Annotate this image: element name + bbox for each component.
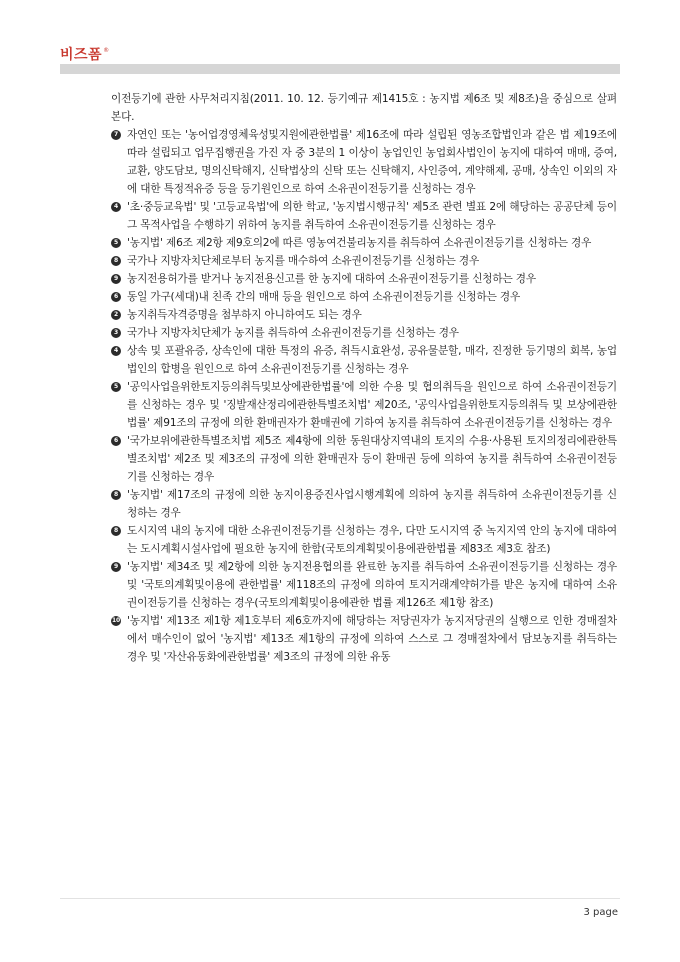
intro-paragraph: 이전등기에 관한 사무처리지침(2011. 10. 12. 등기예규 제1415호 : 농지법 제6조 및 제8조)을 중심으로 살펴본다. [111, 93, 617, 123]
item-marker-icon [111, 324, 127, 342]
item-marker-icon [111, 612, 127, 666]
circled-number-icon: 4 [111, 346, 121, 356]
item-marker-icon [111, 288, 127, 306]
list-item [111, 342, 617, 378]
list-item [111, 612, 617, 666]
registered-mark: ® [103, 47, 110, 54]
list-item [111, 324, 617, 342]
list-item [111, 486, 617, 522]
list-item [111, 270, 617, 288]
item-marker-icon [111, 558, 127, 612]
circled-number-icon: 8 [111, 526, 121, 536]
item-text: '국가보위에관한특별조치법 제5조 제4항에 의한 동원대상지역내의 토지의 수용·사용된 토지의정리에관한특별조치법' 제2조 및 제3조의 규정에 의한 환매권자 등이 환매권 등에 의하여 농지를 취득하여 소유권이전등기를 신청하는 경우 [127, 435, 617, 483]
item-text: 국가나 지방자치단체로부터 농지를 매수하여 소유권이전등기를 신청하는 경우 [127, 255, 480, 267]
list-item [111, 306, 617, 324]
item-marker-icon [111, 198, 127, 234]
document-body [111, 90, 617, 666]
list-item [111, 198, 617, 234]
list-item [111, 252, 617, 270]
list-item [111, 126, 617, 198]
item-text: '농지법' 제17조의 규정에 의한 농지이용증진사업시행계획에 의하여 농지를 취득하여 소유권이전등기를 신청하는 경우 [127, 489, 617, 519]
circled-number-icon: 8 [111, 490, 121, 500]
circled-number-icon: 8 [111, 256, 121, 266]
item-text: '초·중등교육법' 및 '고등교육법'에 의한 학교, '농지법시행규칙' 제5조 관련 별표 2에 해당하는 공공단체 등이 그 목적사업을 수행하기 위하여 농지를 취득하여 소유권이전등기를 신청하는 경우 [127, 201, 617, 231]
circled-number-icon: 4 [111, 202, 121, 212]
item-marker-icon [111, 126, 127, 198]
item-text: 동일 가구(세대)내 친족 간의 매매 등을 원인으로 하여 소유권이전등기를 신청하는 경우 [127, 291, 521, 303]
circled-number-icon: 10 [111, 617, 121, 624]
item-text: 농지취득자격증명을 첨부하지 아니하여도 되는 경우 [127, 309, 362, 321]
header-bar [60, 64, 620, 74]
circled-number-icon: 5 [111, 238, 121, 248]
page-number: 3 page [583, 907, 618, 918]
item-text: 농지전용허가를 받거나 농지전용신고를 한 농지에 대하여 소유권이전등기를 신청하는 경우 [127, 273, 536, 285]
item-text: '농지법' 제13조 제1항 제1호부터 제6호까지에 해당하는 저당권자가 농지저당권의 실행으로 인한 경매절차에서 매수인이 없어 '농지법' 제13조 제1항의 규정에 의하여 스스로 그 경매절차에서 담보농지를 취득하는 경우 및 '자산유동화에관한법률' 제3조의 규정에 의한 유동 [127, 615, 617, 663]
item-list [111, 126, 617, 666]
item-marker-icon [111, 378, 127, 432]
list-item [111, 378, 617, 432]
logo-text: 비즈폼 [60, 47, 103, 63]
list-item [111, 234, 617, 252]
bizform-logo [60, 47, 109, 63]
list-item [111, 288, 617, 306]
item-marker-icon [111, 486, 127, 522]
item-marker-icon [111, 432, 127, 486]
item-marker-icon [111, 234, 127, 252]
item-marker-icon [111, 522, 127, 558]
item-text: 자연인 또는 '농어업경영체육성및지원에관한법률' 제16조에 따라 설립된 영농조합법인과 같은 법 제19조에 따라 설립되고 업무집행권을 가진 자 중 3분의 1 이상이 농업인인 농업회사법인이 농지에 대하여 매매, 증여, 교환, 양도담보, 명의신탁해지, 신탁법상의 신탁 또는 신탁해지, 사인증여, 계약해제, 공매, 상속인 이외의 자에 대한 특정적유증 등을 등기원인으로 하여 소유권이전등기를 신청하는 경우 [127, 129, 617, 195]
list-item [111, 558, 617, 612]
item-marker-icon [111, 252, 127, 270]
circled-number-icon: 9 [111, 274, 121, 284]
item-text: 상속 및 포괄유증, 상속인에 대한 특정의 유증, 취득시효완성, 공유물분할, 매각, 진정한 등기명의 회복, 농업법인의 합병을 원인으로 하여 소유권이전등기를 신청하는 경우 [127, 345, 617, 375]
circled-number-icon: 2 [111, 310, 121, 320]
circled-number-icon: 3 [111, 328, 121, 338]
item-text: '공익사업을위한토지등의취득및보상에관한법률'에 의한 수용 및 협의취득을 원인으로 하여 소유권이전등기를 신청하는 경우 및 '징발재산정리에관한특별조치법' 제20조, '공익사업을위한토지등의취득 및 보상에관한법률' 제91조의 규정에 의한 환매권자가 환매권에 기하여 농지를 취득하여 소유권이전등기를 신청하는 경우 [127, 381, 617, 429]
item-text: 도시지역 내의 농지에 대한 소유권이전등기를 신청하는 경우, 다만 도시지역 중 녹지지역 안의 농지에 대하여는 도시계획시설사업에 필요한 농지에 한함(국토의계획및이용에관한법률 제83조 제3호 참조) [127, 525, 617, 555]
item-marker-icon [111, 306, 127, 324]
circled-number-icon: 6 [111, 292, 121, 302]
item-text: '농지법' 제34조 및 제2항에 의한 농지전용협의를 완료한 농지를 취득하여 소유권이전등기를 신청하는 경우 및 '국토의계획및이용에 관한법률' 제118조의 규정에 의하여 토지거래계약허가를 받은 농지에 대하여 소유권이전등기를 신청하는 경우(국토의계획및이용에관한 법률 제126조 제1항 참조) [127, 561, 617, 609]
list-item [111, 432, 617, 486]
circled-number-icon: 9 [111, 562, 121, 572]
list-item [111, 522, 617, 558]
item-text: '농지법' 제6조 제2항 제9호의2에 따른 영농여건불리농지를 취득하여 소유권이전등기를 신청하는 경우 [127, 237, 592, 249]
footer-divider [60, 898, 620, 899]
circled-number-icon: 7 [111, 130, 121, 140]
item-marker-icon [111, 270, 127, 288]
circled-number-icon: 5 [111, 382, 121, 392]
item-text: 국가나 지방자치단체가 농지를 취득하여 소유권이전등기를 신청하는 경우 [127, 327, 459, 339]
item-marker-icon [111, 342, 127, 378]
circled-number-icon: 6 [111, 436, 121, 446]
